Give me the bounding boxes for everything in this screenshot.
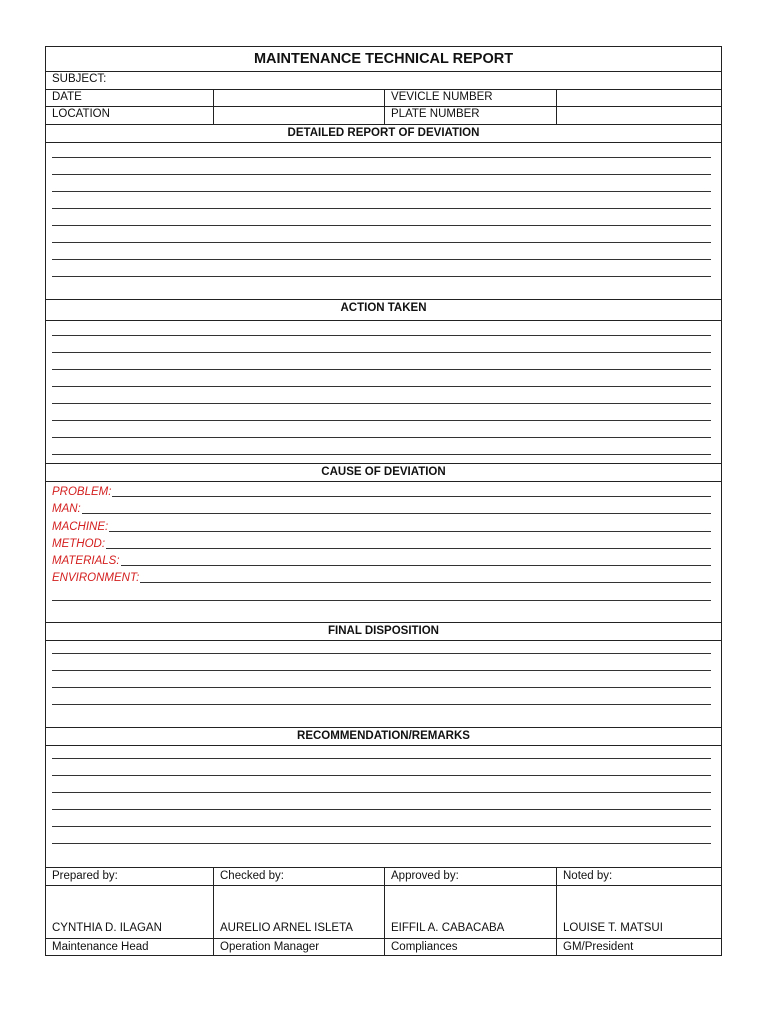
approved-by-position: Compliances — [391, 941, 458, 953]
grid-divider — [213, 89, 214, 124]
write-line — [52, 174, 711, 175]
write-line — [52, 352, 711, 353]
cause-row-environment — [52, 568, 711, 585]
write-line — [52, 758, 711, 759]
date-label: DATE — [52, 91, 82, 103]
cause-label: MAN: — [52, 503, 81, 515]
noted-by-position: GM/President — [563, 941, 634, 953]
approved-by-name: EIFFIL A. CABACABA — [391, 922, 505, 934]
write-line — [52, 437, 711, 438]
divider — [46, 142, 721, 143]
cause-label: MATERIALS: — [52, 555, 120, 567]
grid-divider — [213, 867, 214, 956]
plate-number-label: PLATE NUMBER — [391, 108, 480, 120]
write-line — [52, 843, 711, 844]
write-line — [52, 157, 711, 158]
write-line — [52, 242, 711, 243]
checked-by-label: Checked by: — [220, 870, 284, 882]
write-line — [52, 687, 711, 688]
cause-row-method — [52, 534, 711, 551]
report-title: MAINTENANCE TECHNICAL REPORT — [253, 51, 514, 67]
write-line — [52, 208, 711, 209]
write-line — [52, 826, 711, 827]
write-line — [52, 454, 711, 455]
prepared-by-label: Prepared by: — [52, 870, 118, 882]
cause-row-man — [52, 499, 711, 516]
subject-label: SUBJECT: — [52, 73, 107, 85]
noted-by-label: Noted by: — [563, 870, 613, 882]
vehicle-number-label: VEVICLE NUMBER — [391, 91, 493, 103]
write-line — [52, 670, 711, 671]
prepared-by-name: CYNTHIA D. ILAGAN — [52, 922, 162, 934]
section-final-disposition: FINAL DISPOSITION — [328, 625, 439, 637]
write-line — [52, 276, 711, 277]
write-line — [52, 403, 711, 404]
write-line — [52, 653, 711, 654]
divider — [46, 320, 721, 321]
write-line — [52, 259, 711, 260]
grid-divider — [556, 89, 557, 124]
section-recommendation: RECOMMENDATION/REMARKS — [297, 730, 470, 742]
write-line — [52, 600, 711, 601]
write-line — [52, 335, 711, 336]
write-line — [52, 809, 711, 810]
report-form — [45, 46, 722, 956]
cause-label: MACHINE: — [52, 521, 109, 533]
grid-divider — [384, 867, 385, 956]
write-line — [52, 225, 711, 226]
cause-row-materials — [52, 551, 711, 568]
cause-label: PROBLEM: — [52, 486, 112, 498]
location-label: LOCATION — [52, 108, 110, 120]
checked-by-name: AURELIO ARNEL ISLETA — [220, 922, 353, 934]
write-line — [52, 386, 711, 387]
noted-by-name: LOUISE T. MATSUI — [563, 922, 663, 934]
cause-row-machine — [52, 517, 711, 534]
prepared-by-position: Maintenance Head — [52, 941, 149, 953]
grid-divider — [384, 89, 385, 124]
divider — [46, 640, 721, 641]
section-action-taken: ACTION TAKEN — [340, 302, 427, 314]
checked-by-position: Operation Manager — [220, 941, 320, 953]
cause-row-problem — [52, 482, 711, 499]
write-line — [52, 704, 711, 705]
section-detailed-report: DETAILED REPORT OF DEVIATION — [287, 127, 480, 139]
write-line — [52, 792, 711, 793]
cause-label: METHOD: — [52, 538, 106, 550]
cause-label: ENVIRONMENT: — [52, 572, 140, 584]
approved-by-label: Approved by: — [391, 870, 459, 882]
write-line — [52, 420, 711, 421]
write-line — [52, 191, 711, 192]
write-line — [52, 775, 711, 776]
grid-divider — [556, 867, 557, 956]
write-line — [52, 369, 711, 370]
section-cause-of-deviation: CAUSE OF DEVIATION — [321, 466, 446, 478]
divider — [46, 745, 721, 746]
